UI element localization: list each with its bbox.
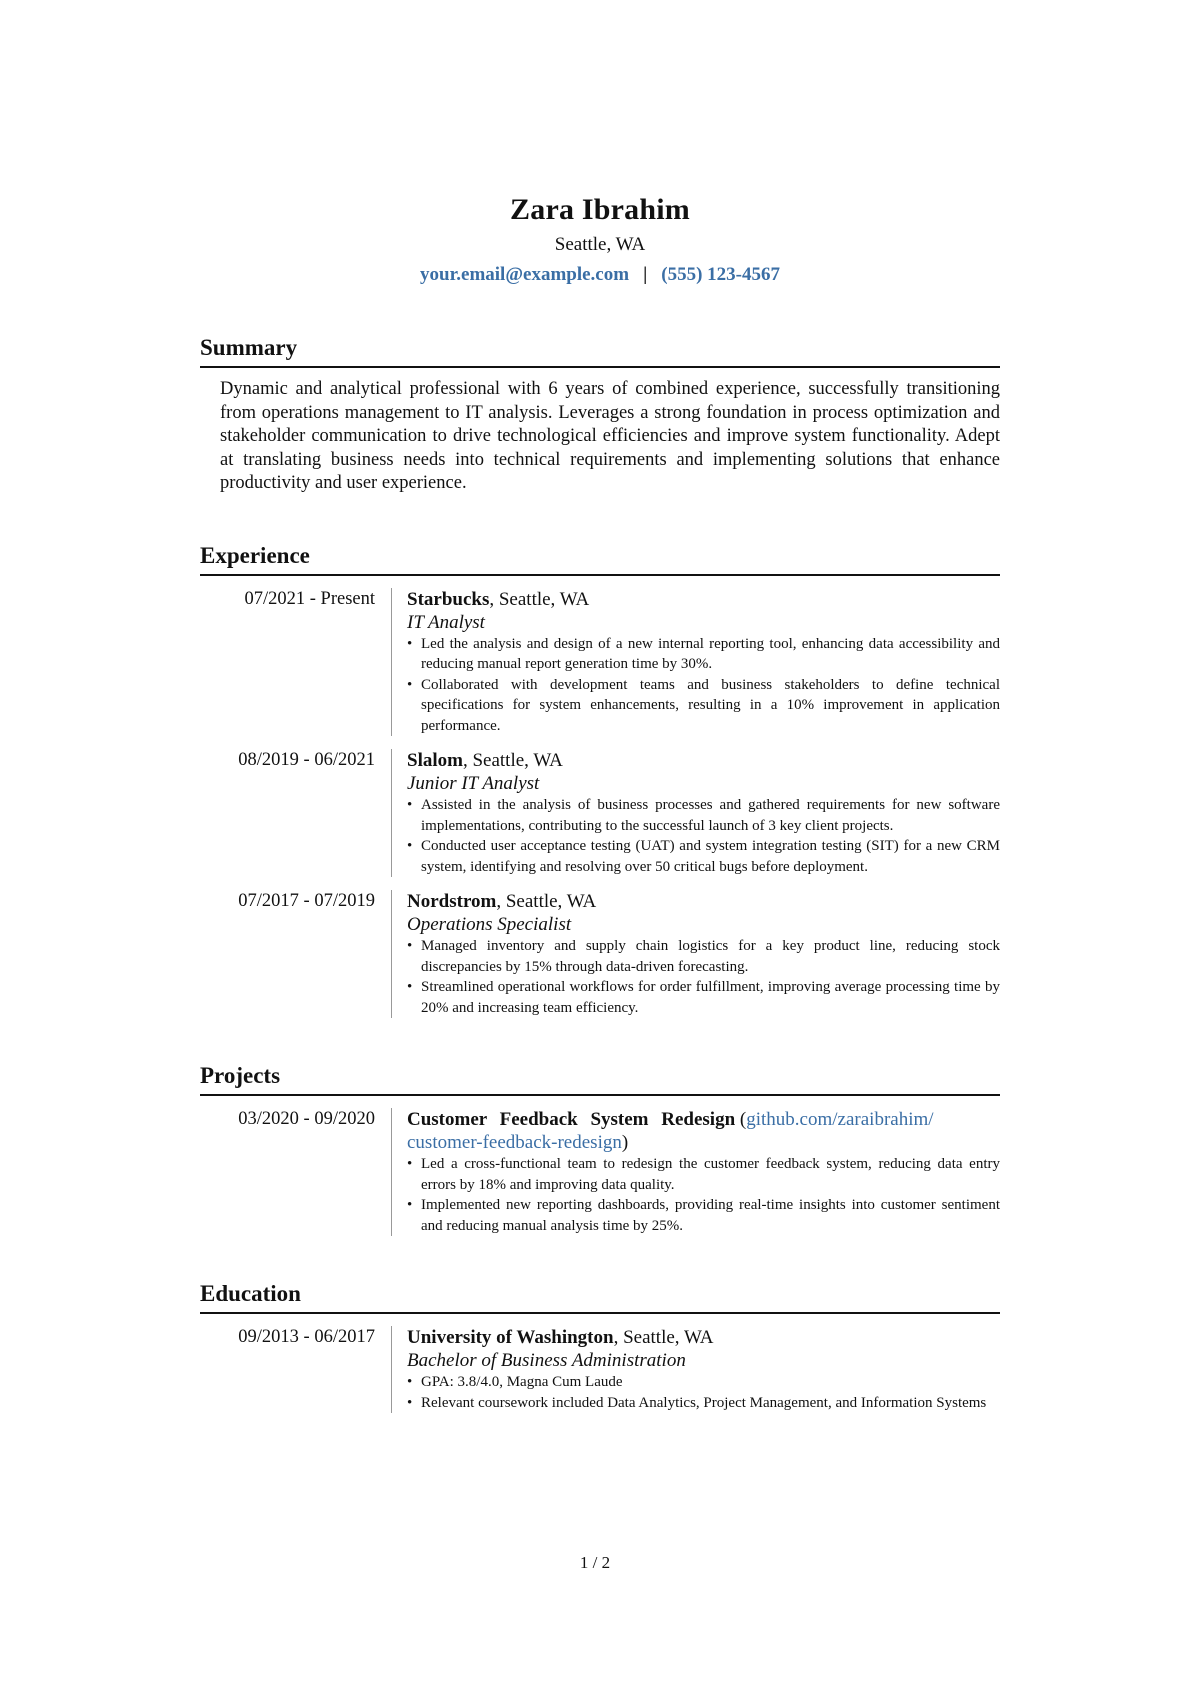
bullet-icon: • <box>407 676 413 693</box>
entry-body <box>391 588 1000 737</box>
entry-heading <box>407 749 1000 772</box>
project-name: Customer Feedback System Redesign <box>407 1109 736 1130</box>
page-number: 1 / 2 <box>579 1553 611 1572</box>
entry-organization: Nordstrom <box>407 891 497 912</box>
experience-entry <box>200 890 1000 1018</box>
bullet-item <box>407 675 1000 737</box>
entry-role: Operations Specialist <box>407 914 572 935</box>
section-title-projects: Projects <box>200 1062 1000 1096</box>
entry-organization: Starbucks <box>407 588 490 610</box>
entry-bullet-list <box>407 634 1000 737</box>
entry-date: 08/2019 - 06/2021 <box>238 750 375 770</box>
education-entry <box>200 1326 1000 1413</box>
summary-text: Dynamic and analytical professional with 6 years of combined experience, successfully transitioning from operations management to IT analysis. Leverages a strong foundation in process optimization and stakeholder communication to drive technological efficiencies and improve system functionality. Adept at translating business needs into technical requirements and implementing solutions that enhance productivity and user experience. <box>220 379 1000 493</box>
bullet-icon: • <box>407 1374 413 1390</box>
bullet-item <box>407 634 1000 675</box>
entry-bullet-list <box>407 1154 1000 1236</box>
entry-date: 07/2017 - 07/2019 <box>238 891 375 911</box>
entry-location: , Seattle, WA <box>489 588 590 610</box>
contact-line <box>200 262 1000 288</box>
bullet-icon: • <box>407 1197 413 1213</box>
bullet-text: Conducted user acceptance testing (UAT) and system integration testing (SIT) for a new CRM system, identifying and resolving over 50 critical bugs before deployment. <box>421 838 1000 875</box>
link-close-paren: ) <box>621 1132 629 1153</box>
resume-header <box>200 190 1000 288</box>
entry-date: 09/2013 - 06/2017 <box>238 1327 375 1347</box>
email-link[interactable]: your.email@example.com <box>420 264 630 285</box>
bullet-icon: • <box>407 1394 413 1411</box>
bullet-icon: • <box>407 635 413 652</box>
experience-entry <box>200 588 1000 737</box>
bullet-item <box>407 936 1000 977</box>
bullet-text: Led the analysis and design of a new internal reporting tool, enhancing data accessibility and reducing manual report generation time by 30%. <box>421 635 1000 672</box>
bullet-text: Assisted in the analysis of business processes and gathered requirements for new software implementations, contributing to the successful launch of 3 key client projects. <box>421 797 1000 834</box>
bullet-text: Collaborated with development teams and business stakeholders to define technical specifications for system enhancements, resulting in a 10% improvement in application performance. <box>421 676 1000 734</box>
entry-role: Junior IT Analyst <box>407 773 540 794</box>
link-open-paren: ( <box>735 1109 747 1130</box>
bullet-icon: • <box>407 979 413 995</box>
entry-bullet-list <box>407 795 1000 877</box>
section-title-education: Education <box>200 1280 1000 1314</box>
entry-body <box>391 1326 1000 1413</box>
bullet-item <box>407 1154 1000 1195</box>
entry-heading <box>407 890 1000 913</box>
bullet-text: Led a cross-functional team to redesign the customer feedback system, reducing data entry errors by 18% and improving data quality. <box>421 1156 1000 1193</box>
entry-heading <box>407 588 1000 611</box>
bullet-item <box>407 1195 1000 1236</box>
entry-organization: Slalom <box>407 750 463 771</box>
entry-location: , Seattle, WA <box>462 750 563 771</box>
candidate-name: Zara Ibrahim <box>510 193 690 226</box>
entry-date: 07/2021 - Present <box>244 588 375 609</box>
projects-section <box>200 1062 1000 1236</box>
section-title-summary: Summary <box>200 334 1000 368</box>
project-entry <box>200 1108 1000 1236</box>
education-section <box>200 1280 1000 1413</box>
entry-date: 03/2020 - 09/2020 <box>238 1109 375 1129</box>
bullet-item <box>407 836 1000 877</box>
entry-bullet-list <box>407 1372 1000 1413</box>
entry-heading <box>407 1108 1000 1154</box>
bullet-text: Streamlined operational workflows for order fulfillment, improving average processing time by 20% and increasing team efficiency. <box>421 979 1000 1016</box>
entry-location: , Seattle, WA <box>613 1327 714 1348</box>
bullet-item <box>407 977 1000 1018</box>
project-repo-link[interactable]: github.com/zaraibrahim/ customer-feedback-redesign <box>407 1109 934 1153</box>
resume-page <box>200 190 1000 1413</box>
bullet-icon: • <box>407 938 413 954</box>
entry-location: , Seattle, WA <box>496 891 597 912</box>
entry-body <box>391 1108 1000 1236</box>
bullet-item <box>407 1372 1000 1393</box>
experience-entry <box>200 749 1000 877</box>
bullet-icon: • <box>407 838 413 854</box>
experience-section <box>200 542 1000 1019</box>
bullet-item <box>407 795 1000 836</box>
phone-link[interactable]: (555) 123-4567 <box>661 264 780 285</box>
entry-organization: University of Washington <box>407 1327 614 1348</box>
entry-body <box>391 890 1000 1018</box>
bullet-icon: • <box>407 1156 413 1172</box>
bullet-item <box>407 1393 1000 1414</box>
entry-role: IT Analyst <box>407 611 485 633</box>
candidate-location: Seattle, WA <box>554 234 646 255</box>
bullet-text: GPA: 3.8/4.0, Magna Cum Laude <box>421 1374 623 1390</box>
summary-section <box>200 334 1000 496</box>
entry-heading <box>407 1326 1000 1349</box>
bullet-text: Implemented new reporting dashboards, providing real-time insights into customer sentiment and reducing manual analysis time by 25%. <box>421 1197 1000 1234</box>
section-title-experience: Experience <box>200 542 1000 576</box>
entry-bullet-list <box>407 936 1000 1018</box>
entry-body <box>391 749 1000 877</box>
entry-degree: Bachelor of Business Administration <box>407 1350 686 1371</box>
bullet-text: Managed inventory and supply chain logistics for a key product line, reducing stock discrepancies by 15% through data-driven forecasting. <box>421 938 1000 975</box>
contact-separator: | <box>643 264 648 285</box>
bullet-text: Relevant coursework included Data Analytics, Project Management, and Information Systems <box>421 1394 987 1411</box>
bullet-icon: • <box>407 797 413 813</box>
